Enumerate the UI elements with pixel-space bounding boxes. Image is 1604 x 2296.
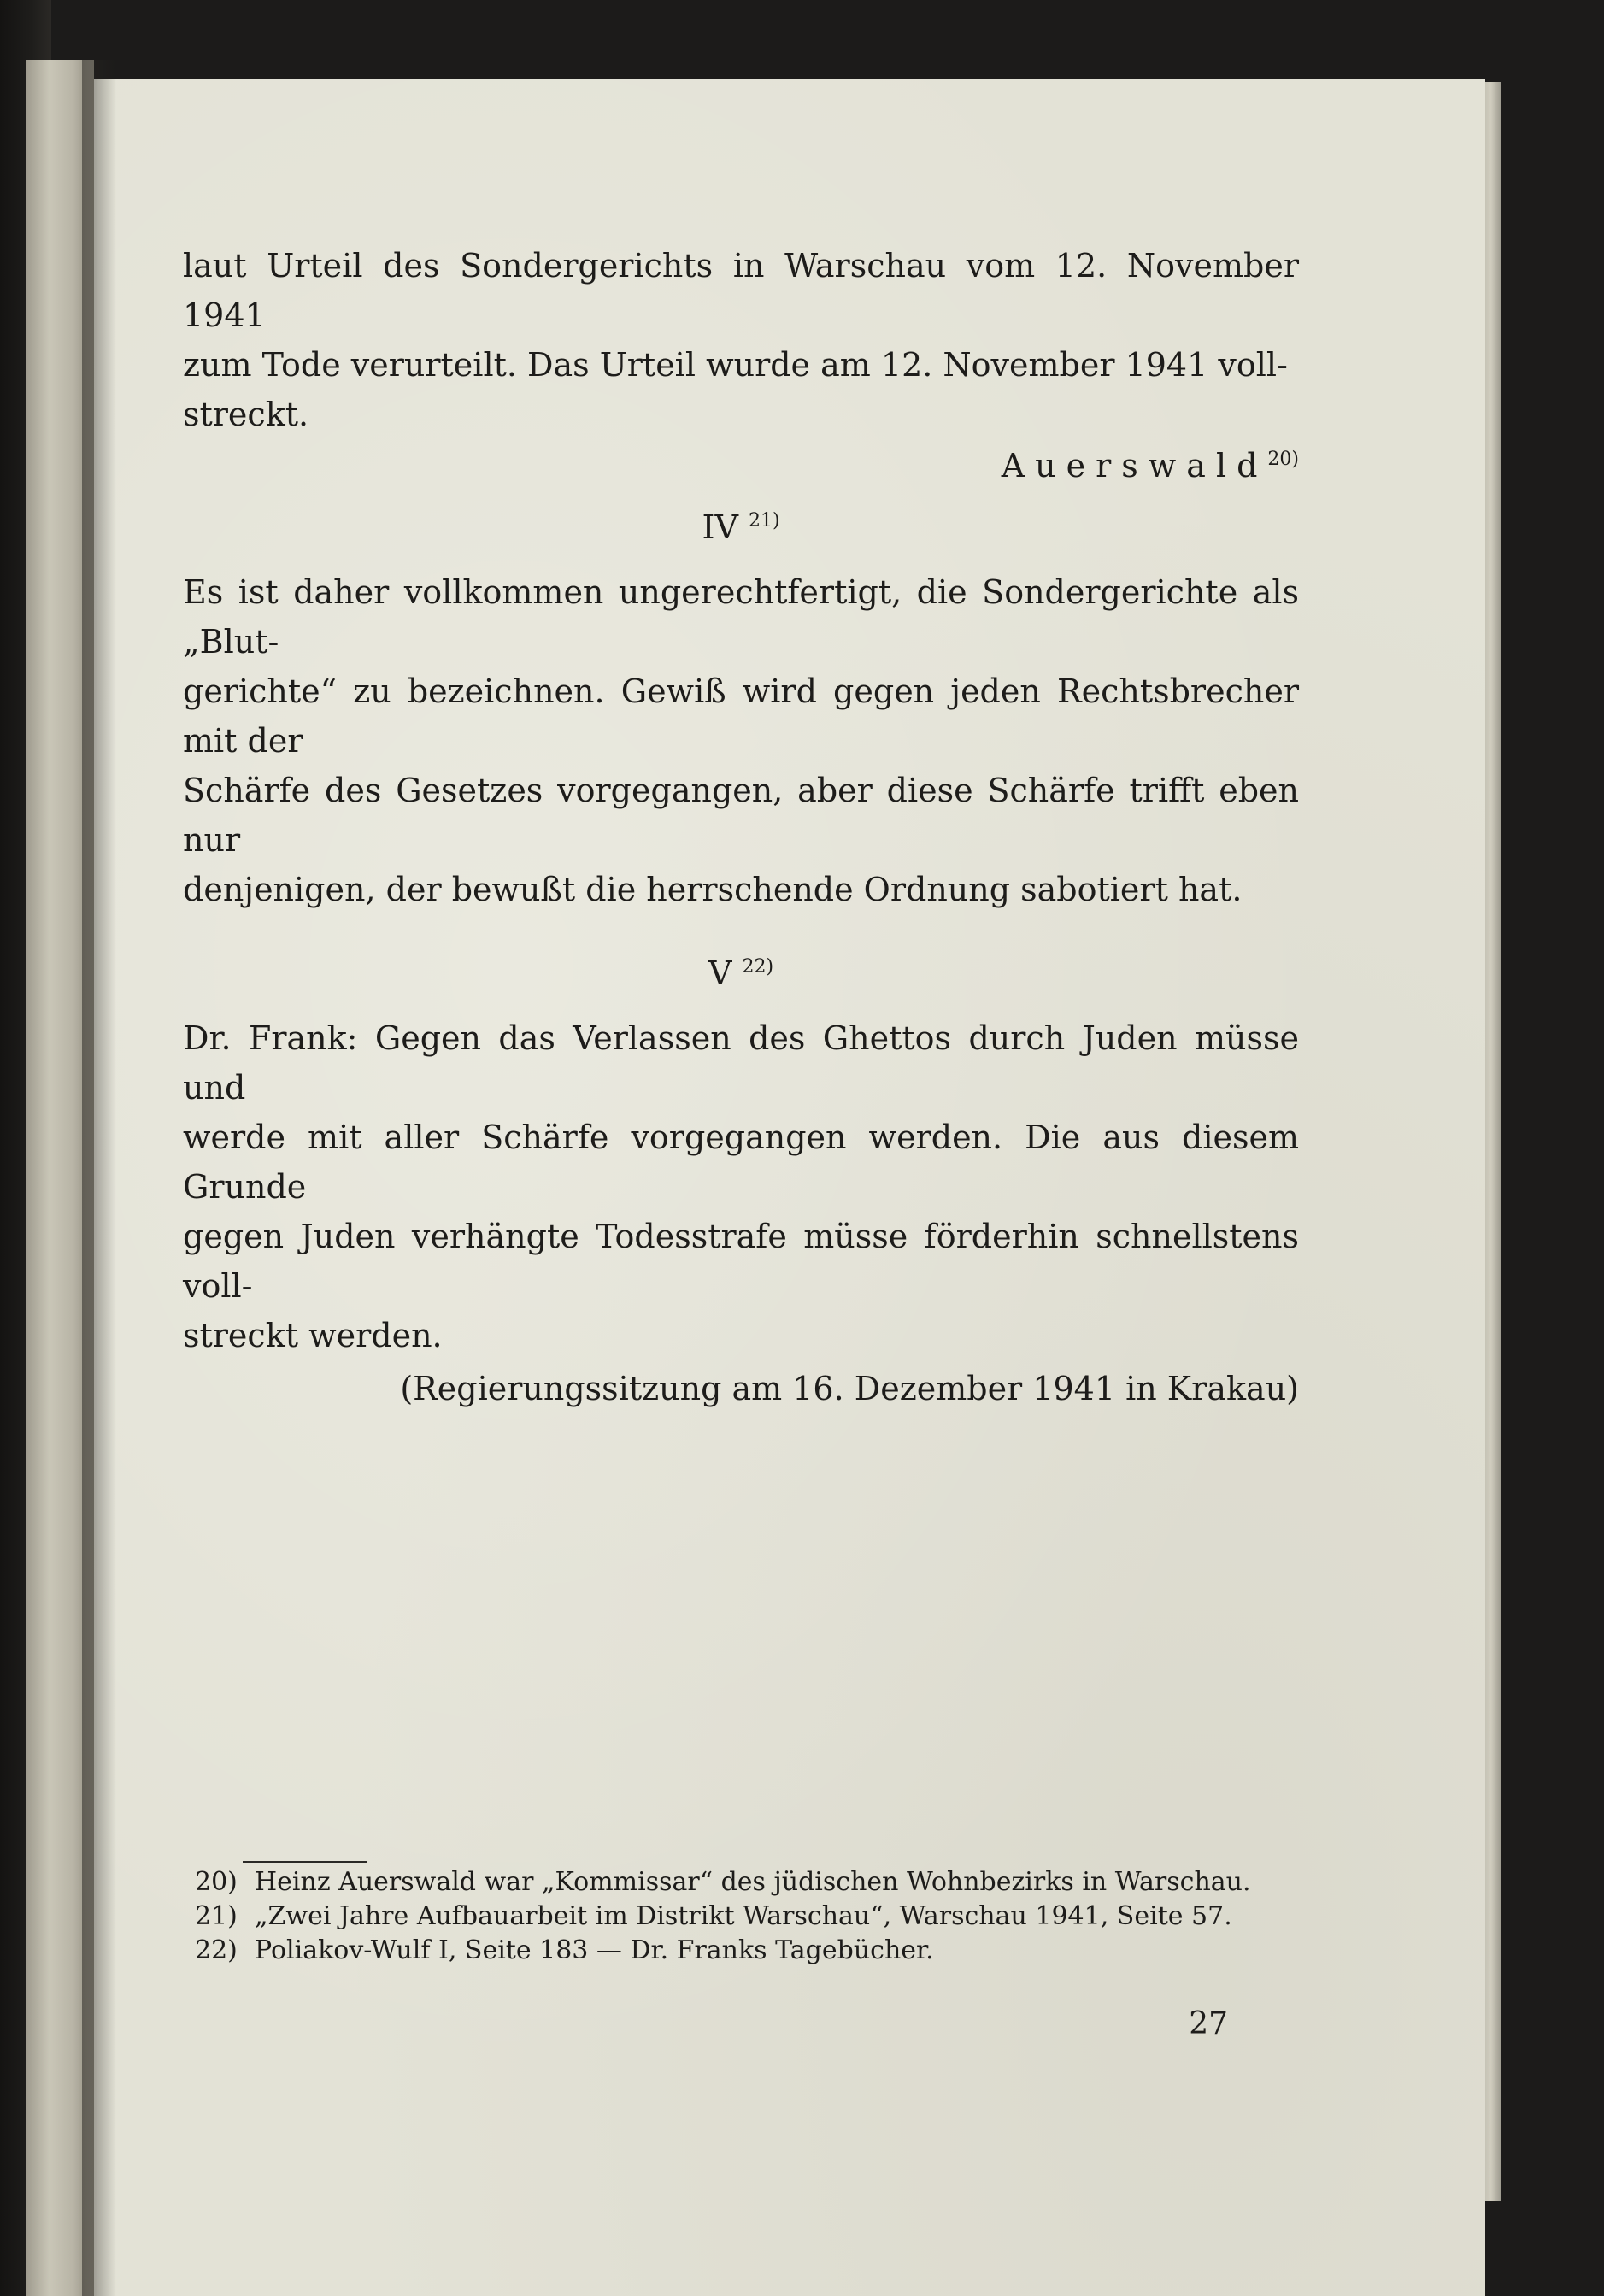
text-line: denjenigen, der bewußt die herrschende Ordnung sabotiert hat. [183, 871, 1243, 908]
section-heading-v [183, 948, 1299, 998]
footnote-text: Heinz Auerswald war „Kommissar“ des jüdischen Wohnbezirks in Warschau. [255, 1867, 1251, 1897]
section-heading-iv [183, 502, 1299, 552]
footnote-ref: 20) [1267, 449, 1299, 470]
source-text: (Regierungssitzung am 16. Dezember 1941 in Krakau) [400, 1370, 1299, 1407]
text-line: zum Tode verurteilt. Das Urteil wurde am 12. November 1941 voll- [183, 346, 1288, 384]
footnote-number: 20) [195, 1867, 238, 1897]
text-line: Dr. Frank: Gegen das Verlassen des Ghettos durch Juden müsse und [183, 1019, 1299, 1107]
signature-line [183, 441, 1299, 490]
section-v-paragraph [183, 1013, 1299, 1360]
page-body [183, 241, 1299, 1413]
footnote-ref: 21) [748, 510, 780, 531]
footnotes [195, 1865, 1306, 1968]
page-number: 27 [1189, 2006, 1228, 2041]
text-line: werde mit aller Schärfe vorgegangen werden. Die aus diesem Grunde [183, 1119, 1299, 1206]
source-citation [183, 1364, 1299, 1413]
footnote-21 [195, 1900, 1306, 1934]
text-line: Schärfe des Gesetzes vorgegangen, aber diese Schärfe trifft eben nur [183, 772, 1299, 859]
footnote-number: 21) [195, 1901, 238, 1931]
opening-paragraph [183, 241, 1299, 439]
section-label: IV [702, 508, 738, 546]
text-line: streckt werden. [183, 1317, 443, 1354]
text-line: Es ist daher vollkommen ungerechtfertigt, die Sondergerichte als „Blut- [183, 573, 1299, 661]
footnote-divider [243, 1861, 367, 1863]
text-line: streckt. [183, 396, 309, 433]
signature-name: Auerswald [1001, 447, 1268, 484]
footnote-20 [195, 1865, 1306, 1900]
section-label: V [708, 954, 732, 992]
text-line: gerichte“ zu bezeichnen. Gewiß wird gegen jeden Rechtsbrecher mit der [183, 672, 1299, 760]
footnote-text: Poliakov-Wulf I, Seite 183 — Dr. Franks Tagebücher. [255, 1935, 934, 1965]
text-line: laut Urteil des Sondergerichts in Warschau vom 12. November 1941 [183, 247, 1299, 334]
footnote-number: 22) [195, 1935, 238, 1965]
footnote-text: „Zwei Jahre Aufbauarbeit im Distrikt Warschau“, Warschau 1941, Seite 57. [255, 1901, 1232, 1931]
text-line: gegen Juden verhängte Todesstrafe müsse förderhin schnellstens voll- [183, 1218, 1299, 1305]
gutter-shadow [82, 60, 116, 2296]
footnote-ref: 22) [742, 956, 774, 978]
footnote-22 [195, 1934, 1306, 1968]
section-iv-paragraph [183, 567, 1299, 914]
